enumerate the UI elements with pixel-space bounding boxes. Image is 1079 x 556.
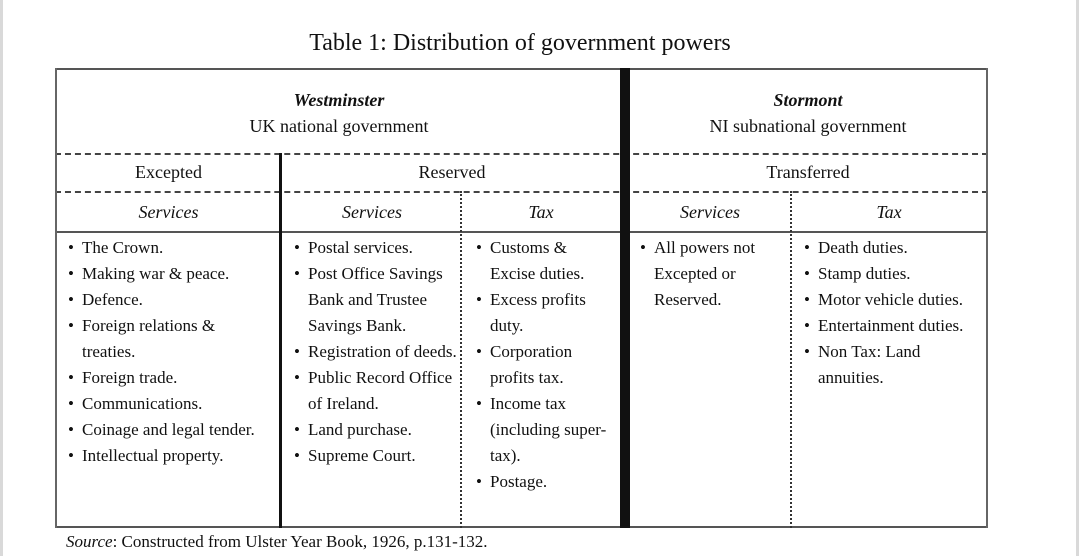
table-right-border xyxy=(986,68,988,528)
table-top-border xyxy=(55,68,988,70)
transferred-category: Transferred xyxy=(766,162,850,182)
transferred-services-header: Services xyxy=(680,202,740,222)
excepted-services-header: Services xyxy=(138,202,199,222)
stormont-header xyxy=(630,87,986,139)
list-item: • Death duties. xyxy=(802,235,972,261)
reserved-tax-header: Tax xyxy=(528,202,554,222)
table-title: Table 1: Distribution of government powers xyxy=(309,30,731,56)
westminster-label: Westminster xyxy=(293,90,385,110)
list-item: • Corporation profits tax. xyxy=(474,339,612,391)
header-divider xyxy=(55,153,988,155)
table-left-border xyxy=(55,68,57,528)
list-item: • Foreign trade. xyxy=(66,365,271,391)
list-item: • Income tax (including super-tax). xyxy=(474,391,612,469)
list-item: • Excess profits duty. xyxy=(474,287,612,339)
transferred-tax-header: Tax xyxy=(876,202,902,222)
transferred-services-tax-divider xyxy=(790,191,792,528)
list-item: • Customs & Excise duties. xyxy=(474,235,612,287)
stormont-subtitle: NI subnational government xyxy=(709,116,907,136)
source-label: Source xyxy=(66,532,113,551)
category-divider xyxy=(55,191,988,193)
list-item: • Non Tax: Land annuities. xyxy=(802,339,972,391)
list-item: • Motor vehicle duties. xyxy=(802,287,972,313)
westminster-subtitle: UK national government xyxy=(249,116,429,136)
transferred-tax-list xyxy=(802,235,972,391)
list-item: • Postage. xyxy=(474,469,612,495)
list-item: • Foreign relations & treaties. xyxy=(66,313,271,365)
westminster-stormont-divider xyxy=(620,68,630,528)
list-item: • Entertainment duties. xyxy=(802,313,972,339)
reserved-services-list xyxy=(292,235,458,469)
list-item: • Making war & peace. xyxy=(66,261,271,287)
list-item: • Intellectual property. xyxy=(66,443,271,469)
excepted-reserved-divider xyxy=(279,153,282,528)
list-item: • Post Office Savings Bank and Trustee Savings Bank. xyxy=(292,261,458,339)
list-item: • Defence. xyxy=(66,287,271,313)
transferred-services-list xyxy=(638,235,778,313)
list-item: • Postal services. xyxy=(292,235,458,261)
source-note xyxy=(66,532,488,552)
reserved-services-tax-divider xyxy=(460,191,462,528)
list-item: • Registration of deeds. xyxy=(292,339,458,365)
list-item: • All powers not Excepted or Reserved. xyxy=(638,235,778,313)
list-item: • Communications. xyxy=(66,391,271,417)
reserved-services-header: Services xyxy=(342,202,402,222)
list-item: • Stamp duties. xyxy=(802,261,972,287)
table-bottom-border xyxy=(55,526,988,528)
list-item: • The Crown. xyxy=(66,235,271,261)
source-text: : Constructed from Ulster Year Book, 1926, p.131-132. xyxy=(112,532,488,551)
stormont-label: Stormont xyxy=(773,90,843,110)
reserved-category: Reserved xyxy=(418,162,486,182)
list-item: • Coinage and legal tender. xyxy=(66,417,271,443)
list-item: • Public Record Office of Ireland. xyxy=(292,365,458,417)
page-edge-left xyxy=(0,0,3,556)
list-item: • Supreme Court. xyxy=(292,443,458,469)
reserved-tax-list xyxy=(474,235,612,495)
subheader-divider xyxy=(55,231,988,233)
excepted-services-list xyxy=(66,235,271,469)
westminster-header xyxy=(58,87,620,139)
excepted-category: Excepted xyxy=(135,162,202,182)
list-item: • Land purchase. xyxy=(292,417,458,443)
